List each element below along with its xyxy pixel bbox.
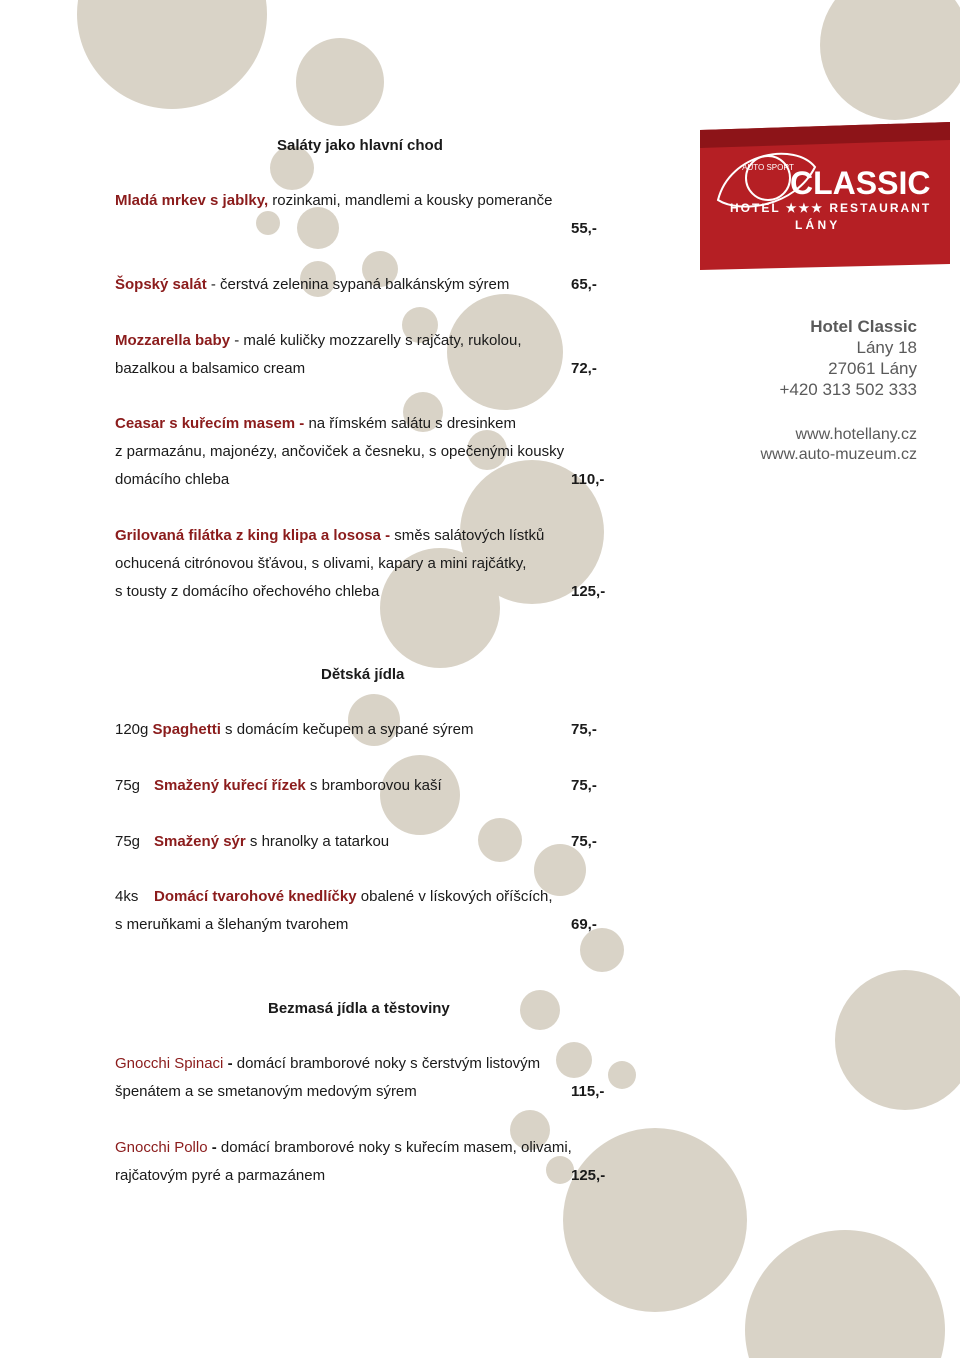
section-title-kids: Dětská jídla xyxy=(321,666,405,683)
item-desc: s hranolky a tatarkou xyxy=(245,833,390,850)
hotel-street: Lány 18 xyxy=(856,338,917,357)
item-desc: na římském salátu s dresinkem xyxy=(304,415,517,432)
item-name: Smažený kuřecí řízek xyxy=(154,777,306,794)
badge-text: AUTO SPORT xyxy=(742,163,794,172)
item-qty: 4ks xyxy=(115,888,139,905)
menu-item-kids-1 xyxy=(115,720,474,740)
price-kids-4: 69,- xyxy=(571,916,597,933)
menu-item-salad-4-line2: z parmazánu, majonézy, ančoviček a česneku, s opečenými kousky xyxy=(115,443,565,460)
item-qty: 120g xyxy=(115,721,153,738)
section-title-salads: Saláty jako hlavní chod xyxy=(277,137,443,154)
item-desc: - malé kuličky mozzarelly s rajčaty, rukolou, xyxy=(230,332,522,349)
item-name: Mladá mrkev s jablky, xyxy=(115,192,269,209)
price-kids-2: 75,- xyxy=(571,777,597,794)
price-kids-3: 75,- xyxy=(571,833,597,850)
menu-item-kids-4 xyxy=(115,887,553,907)
item-name: Gnocchi Spinaci xyxy=(115,1055,224,1072)
menu-item-meatless-2 xyxy=(115,1138,572,1158)
menu-item-salad-5-line3: s tousty z domácího ořechového chleba xyxy=(115,583,380,600)
item-qty: 75g xyxy=(115,777,141,794)
menu-item-salad-3 xyxy=(115,331,522,351)
item-name: Domácí tvarohové knedlíčky xyxy=(154,888,357,905)
menu-item-salad-3-line2: bazalkou a balsamico cream xyxy=(115,360,306,377)
item-name: Spaghetti xyxy=(152,721,221,738)
price-salad-4: 110,- xyxy=(571,471,605,488)
price-salad-2: 65,- xyxy=(571,276,597,293)
brand-name: CLASSIC xyxy=(790,165,931,201)
item-desc: směs salátových lístků xyxy=(390,527,545,544)
menu-item-kids-3 xyxy=(115,832,389,852)
menu-item-meatless-1 xyxy=(115,1054,540,1074)
item-name: Gnocchi Pollo xyxy=(115,1139,208,1156)
price-kids-1: 75,- xyxy=(571,721,597,738)
web-link-museum[interactable]: www.auto-muzeum.cz xyxy=(760,446,917,463)
price-meatless-2: 125,- xyxy=(571,1167,606,1184)
hotel-classic-logo xyxy=(700,122,950,270)
section-title-meatless: Bezmasá jídla a těstoviny xyxy=(268,1000,450,1017)
item-desc: s domácím kečupem a sypané sýrem xyxy=(220,721,474,738)
item-desc: obalené v lískových oříšcích, xyxy=(356,888,553,905)
menu-item-salad-4 xyxy=(115,414,516,434)
contact-block xyxy=(779,316,917,400)
menu-item-kids-4-line2: s meruňkami a šlehaným tvarohem xyxy=(115,916,349,933)
item-name: Grilovaná filátka z king klipa a lososa - xyxy=(115,527,391,544)
item-name: Ceasar s kuřecím masem - xyxy=(115,415,305,432)
item-name: Mozzarella baby xyxy=(115,332,231,349)
menu-item-salad-1 xyxy=(115,191,552,211)
item-desc: domácí bramborové noky s čerstvým listovým xyxy=(236,1055,541,1072)
hotel-phone: +420 313 502 333 xyxy=(779,380,917,399)
web-link-hotel[interactable]: www.hotellany.cz xyxy=(795,426,917,443)
item-dash: - xyxy=(223,1055,237,1072)
hotel-name: Hotel Classic xyxy=(810,317,917,336)
hotel-city: 27061 Lány xyxy=(828,359,917,378)
item-desc: s bramborovou kaší xyxy=(305,777,442,794)
item-desc: - čerstvá zelenina sypaná balkánským sýrem xyxy=(206,276,510,293)
web-links xyxy=(761,425,918,465)
item-dash: - xyxy=(207,1139,221,1156)
item-desc: domácí bramborové noky s kuřecím masem, olivami, xyxy=(220,1139,572,1156)
price-salad-5: 125,- xyxy=(571,583,606,600)
price-salad-3: 72,- xyxy=(571,360,597,377)
menu-item-salad-5-line2: ochucená citrónovou šťávou, s olivami, kapary a mini rajčátky, xyxy=(115,555,527,572)
menu-item-salad-2 xyxy=(115,275,509,295)
menu-item-salad-4-line3: domácího chleba xyxy=(115,471,230,488)
menu-item-meatless-2-line2: rajčatovým pyré a parmazánem xyxy=(115,1167,326,1184)
price-meatless-1: 115,- xyxy=(571,1083,605,1100)
menu-item-meatless-1-line2: špenátem a se smetanovým medovým sýrem xyxy=(115,1083,417,1100)
item-desc: rozinkami, mandlemi a kousky pomeranče xyxy=(268,192,553,209)
logo-subtitle: HOTEL ★★★ RESTAURANT xyxy=(730,201,932,215)
item-name: Smažený sýr xyxy=(154,833,246,850)
menu-item-kids-2 xyxy=(115,776,442,796)
price-salad-1: 55,- xyxy=(571,220,597,237)
item-name: Šopský salát xyxy=(115,276,207,293)
menu-item-salad-5 xyxy=(115,526,544,546)
logo-city: L Á N Y xyxy=(795,218,838,232)
item-qty: 75g xyxy=(115,833,141,850)
